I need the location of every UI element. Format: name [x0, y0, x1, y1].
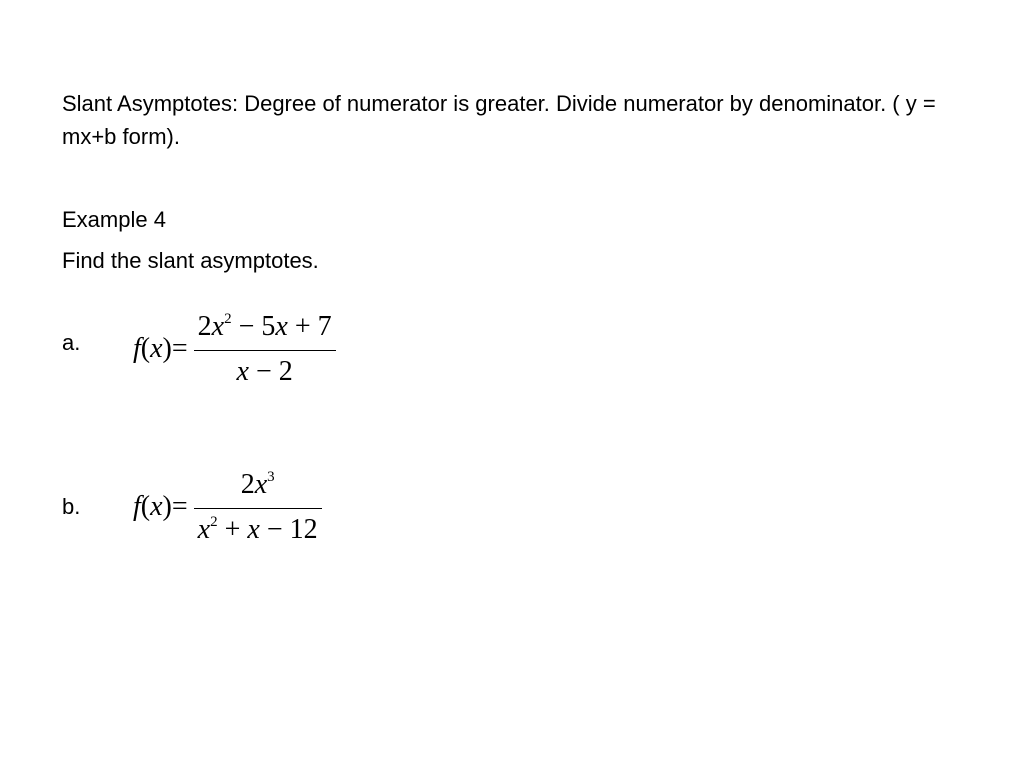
numerator: $2x^2 - 5x + 7$	[197, 311, 332, 342]
function-lhs: f ( x ) =	[133, 491, 188, 523]
problem-a-label: a.	[62, 330, 81, 355]
function-lhs: f ( x ) =	[133, 333, 188, 365]
problem-b-label: b.	[62, 494, 81, 519]
fraction	[194, 468, 322, 546]
fraction-bar	[194, 350, 336, 351]
example-instruction: Find the slant asymptotes.	[62, 248, 319, 273]
fraction	[194, 310, 336, 388]
numerator: $2x^3$	[240, 469, 275, 500]
denominator: $x^2 + x - 12$	[197, 513, 318, 545]
problem-a-equation	[133, 310, 336, 388]
intro-text: Slant Asymptotes: Degree of numerator is greater. Divide numerator by denominator. ( y = mx+b form).	[62, 91, 936, 149]
denominator: x − 2	[236, 355, 293, 387]
problem-b-equation	[133, 468, 322, 546]
fraction-bar	[194, 508, 322, 509]
example-title: Example 4	[62, 207, 166, 232]
